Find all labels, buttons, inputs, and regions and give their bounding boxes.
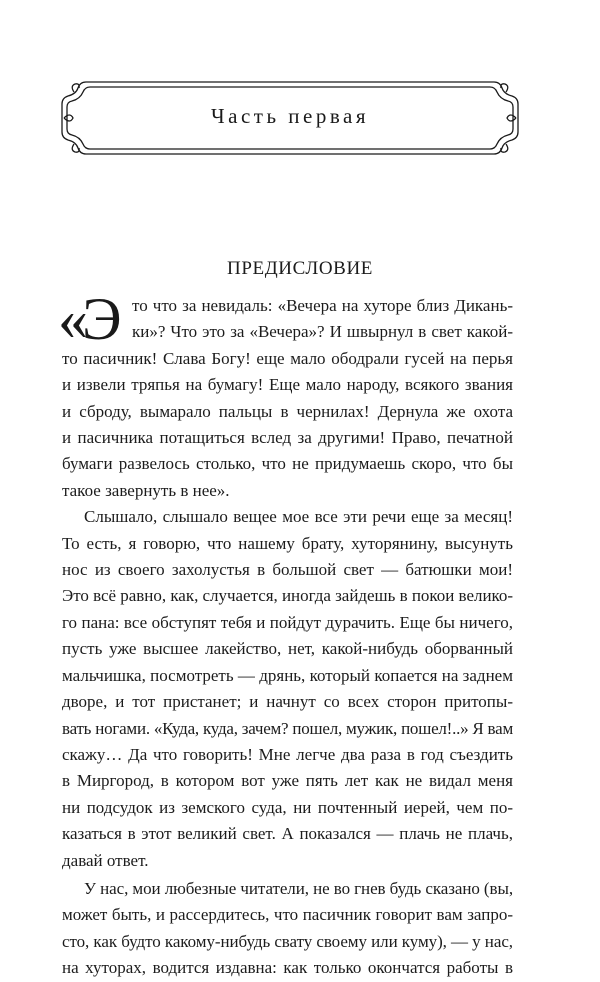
text-line: мальчишка, посмотреть — дрянь, который копается на заднем xyxy=(62,665,513,685)
text-line: и пасичника потащиться вслед за другими! Право, печатной xyxy=(62,428,513,448)
text-line: бумаги развелось столько, что не придумаешь скоро, что бы xyxy=(62,454,513,474)
text-line: ни подсудок из земского суда, ни почтенный иерей, чем по- xyxy=(62,797,513,817)
paragraph-3 xyxy=(62,876,513,982)
ornamental-title-frame xyxy=(60,78,520,158)
text-line: и сброду, вымарало пальцы в чернилах! Дернула же охота xyxy=(62,401,513,421)
text-line: казаться в этот великий свет. А показался — плачь не плачь, xyxy=(62,824,513,844)
paragraph-2 xyxy=(62,504,513,874)
text-line: То есть, я говорю, что нашему брату, хуторянину, высунуть xyxy=(62,533,513,553)
text-line: го пана: все обступят тебя и пойдут дурачить. Еще бы ничего, xyxy=(62,612,513,632)
drop-cap-letter: Э xyxy=(82,286,116,352)
text-line: пусть уже высшее лакейство, нет, какой-нибудь оборванный xyxy=(62,639,513,659)
text-line: ки»? Что это за «Вечера»? И швырнул в свет какой- xyxy=(132,322,513,342)
text-line: и извели тряпья на бумагу! Еще мало народу, всякого звания xyxy=(62,375,513,395)
text-line: нос из своего захолустья в большой свет — батюшки мои! xyxy=(62,560,513,580)
drop-cap-quote: « xyxy=(58,286,82,352)
text-line: на хуторах, водится издавна: как только окончатся работы в xyxy=(62,958,513,978)
text-line: скажу… Да что говорить! Мне легче два раза в год съездить xyxy=(62,744,513,764)
text-line: У нас, мои любезные читатели, не во гнев будь сказано (вы, xyxy=(84,878,513,898)
text-line: дворе, и тот пристанет; и начнут со всех сторон притопы- xyxy=(62,692,513,712)
part-title: Часть первая xyxy=(211,104,369,128)
text-line: в Миргород, в котором вот уже пять лет как не видал меня xyxy=(62,771,513,791)
text-line: то что за невидаль: «Вечера на хуторе близ Дикань- xyxy=(132,296,513,315)
text-line: то пасичник! Слава Богу! еще мало ободрали гусей на перья xyxy=(62,348,513,368)
text-line: Слышало, слышало вещее мое все эти речи еще за месяц! xyxy=(84,507,513,527)
text-line: давай ответ. xyxy=(62,850,149,870)
drop-cap xyxy=(58,286,116,352)
text-line: сто, как будто какому-нибудь свату своему или куму), — у нас, xyxy=(62,931,513,951)
paragraph-1 xyxy=(58,286,513,504)
text-line: вать ногами. «Куда, куда, зачем? пошел, мужик, пошел!..» Я вам xyxy=(62,718,513,738)
section-title: ПРЕДИСЛОВИЕ xyxy=(227,258,373,279)
text-line: может быть, и рассердитесь, что пасичник говорит вам запро- xyxy=(62,905,513,925)
body-text xyxy=(58,286,514,982)
text-line: такое завернуть в нее». xyxy=(62,480,230,500)
text-line: Это всё равно, как, случается, иногда зайдешь в покои велико- xyxy=(62,586,514,606)
